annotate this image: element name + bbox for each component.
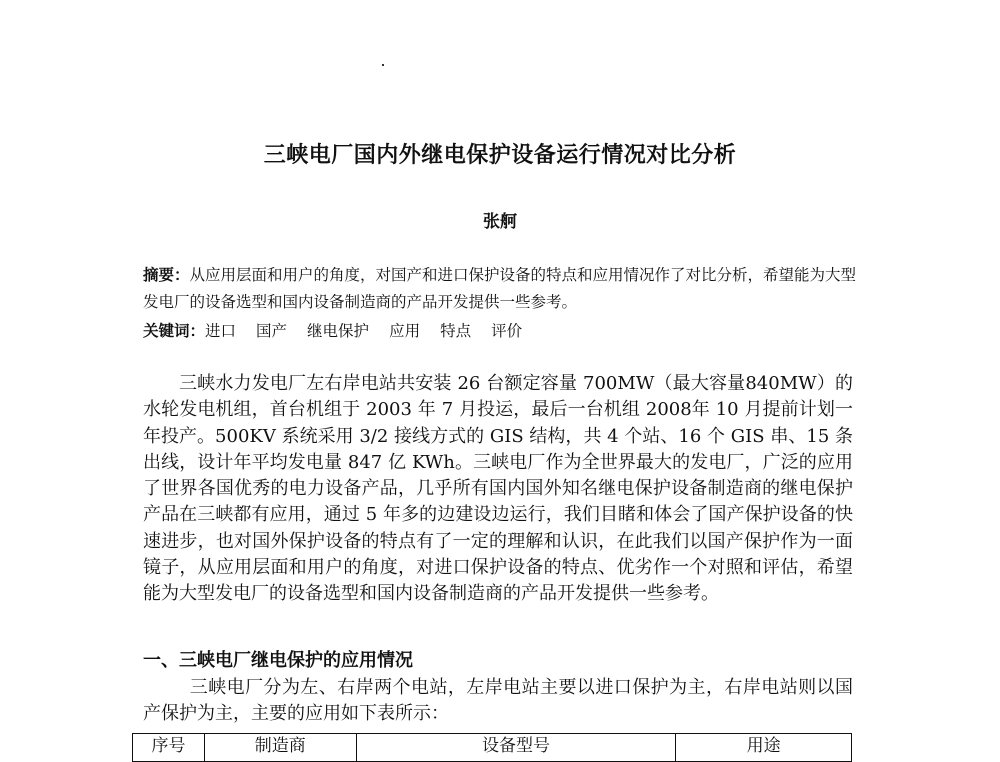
keywords-line xyxy=(143,318,542,345)
keyword-item: 评价 xyxy=(491,322,523,340)
section-heading: 一、三峡电厂继电保护的应用情况 xyxy=(143,650,413,671)
document-title: 三峡电厂国内外继电保护设备运行情况对比分析 xyxy=(263,143,737,168)
keyword-item: 继电保护 xyxy=(307,322,370,340)
table-header-row xyxy=(133,734,852,762)
column-header-model: 设备型号 xyxy=(356,734,676,762)
column-header-purpose: 用途 xyxy=(676,734,852,762)
abstract-label: 摘要： xyxy=(143,266,190,284)
abstract-block xyxy=(143,262,858,316)
keywords-label: 关键词： xyxy=(143,322,206,340)
abstract-paragraph xyxy=(143,262,858,316)
section-paragraph: 三峡电厂分为左、右岸两个电站，左岸电站主要以进口保护为主，右岸电站则以国产保护为主，主要的应用如下表所示： xyxy=(143,677,853,725)
keyword-item: 国产 xyxy=(256,322,288,340)
keyword-item: 进口 xyxy=(205,322,237,340)
intro-paragraph: 三峡水力发电厂左右岸电站共安装 26 台额定容量 700MW（最大容量840MW）的水轮发电机组，首台机组于 2003 年 7 月投运，最后一台机组 2008年 10 月提前计划一年投产。500KV 系统采用 3/2 接线方式的 GIS 结构，共 4 个站、16 个 GIS 串、15 条出线，设计年平均发电量 847 亿 KWh。三峡电厂作为全世界最大的发电厂，广泛的应用了世界各国优秀的电力设备产品，几乎所有国内国外知名继电保护设备制造商的继电保护产品在三峡都有应用，通过 5 年多的边建设边运行，我们目睹和体会了国产保护设备的快速进步，也对国外保护设备的特点有了一定的理解和认识，在此我们以国产保护作为一面镜子，从应用层面和用户的角度，对进口保护设备的特点、优劣作一个对照和评估，希望能为大型发电厂的设备选型和国内设备制造商的产品开发提供一些参考。 xyxy=(143,373,853,605)
device-table xyxy=(132,733,852,762)
keyword-item: 应用 xyxy=(389,322,421,340)
keyword-item: 特点 xyxy=(440,322,472,340)
abstract-text: 从应用层面和用户的角度，对国产和进口保护设备的特点和应用情况作了对比分析，希望能为大型发电厂的设备选型和国内设备制造商的产品开发提供一些参考。 xyxy=(143,266,857,311)
scan-speck xyxy=(382,64,384,66)
author-name: 张舸 xyxy=(483,212,517,232)
column-header-manufacturer: 制造商 xyxy=(204,734,356,762)
column-header-index: 序号 xyxy=(133,734,205,762)
